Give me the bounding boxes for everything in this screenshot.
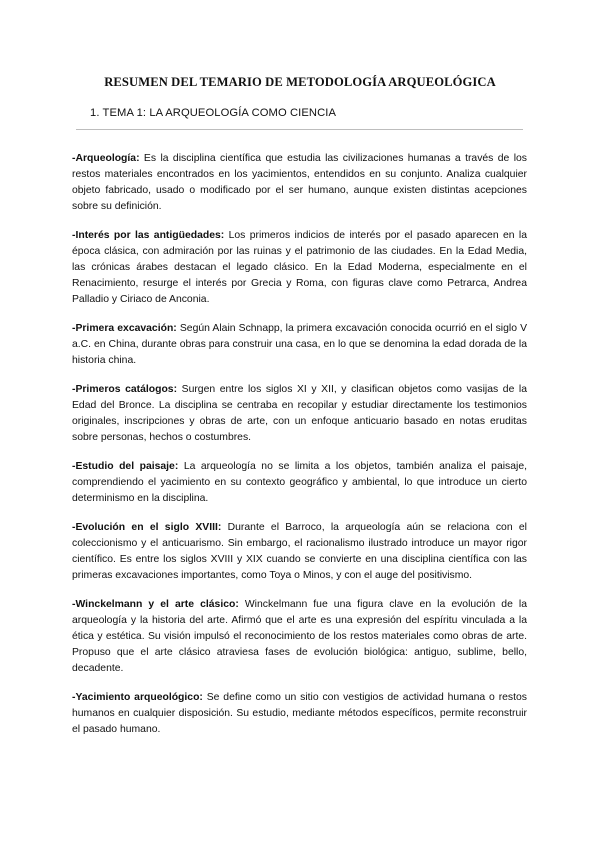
paragraph-arqueologia — [72, 151, 527, 215]
paragraph-interes-antiguedades — [72, 228, 527, 308]
paragraph-text: Los primeros indicios de interés por el pasado aparecen en la época clásica, con admiración por las ruinas y el patrimonio de las ciudades. En la Edad Media, las crónicas árabes destacan el legado clásico. En la Edad Moderna, especialmente en el Renacimiento, resurge el interés por Grecia y Roma, con figuras clave como Petrarca, Andrea Palladio y Ciriaco de Anconia. — [72, 230, 527, 305]
paragraph-term: -Winckelmann y el arte clásico: — [72, 599, 239, 611]
paragraph-estudio-paisaje — [72, 459, 527, 507]
paragraph-text: Winckelmann fue una figura clave en la evolución de la arqueología y la historia del arte. Afirmó que el arte es una expresión del espíritu vinculada a la ética y estética. Su visión impulsó el reconocimiento de los restos materiales como obras de arte. Propuso que el arte clásico atraviesa fases de evolución biológica: antiguo, sublime, bello, decadente. — [72, 599, 527, 674]
paragraph-text: Surgen entre los siglos XI y XII, y clasifican objetos como vasijas de la Edad del Bronce. La disciplina se centraba en recopilar y estudiar directamente los testimonios originales, inscripciones y obras de arte, con un enfoque anticuario basado en notas eruditas sobre personas, hechos o costumbres. — [72, 384, 528, 443]
document-body — [72, 151, 527, 751]
paragraph-primera-excavacion — [72, 321, 527, 369]
paragraph-term: -Estudio del paisaje: — [72, 461, 179, 473]
paragraph-yacimiento — [72, 690, 527, 738]
paragraph-term: -Yacimiento arqueológico: — [72, 692, 203, 704]
paragraph-term: -Arqueología: — [72, 153, 140, 164]
paragraph-term: -Interés por las antigüedades: — [72, 230, 225, 242]
horizontal-divider — [76, 129, 523, 130]
paragraph-term: -Primera excavación: — [72, 322, 177, 334]
section-heading: 1. TEMA 1: LA ARQUEOLOGÍA COMO CIENCIA — [90, 107, 337, 119]
paragraph-evolucion-siglo-xviii — [72, 520, 527, 584]
document-title: RESUMEN DEL TEMARIO DE METODOLOGÍA ARQUEOLÓGICA — [104, 75, 496, 89]
paragraph-winckelmann — [72, 597, 527, 677]
paragraph-text: La arqueología no se limita a los objetos, también analiza el paisaje, comprendiendo el yacimiento en su contexto geográfico y ambiental, lo que introduce un cierto determinismo en la disciplina. — [72, 461, 527, 504]
paragraph-primeros-catalogos — [72, 382, 527, 446]
paragraph-text: Se define como un sitio con vestigios de actividad humana o restos humanos en cualquier disposición. Su estudio, mediante métodos específicos, permite reconstruir el pasado humano. — [72, 692, 527, 735]
paragraph-text: Es la disciplina científica que estudia las civilizaciones humanas a través de los restos materiales encontrados en los yacimientos, entendidos en su conjunto. Analiza cualquier objeto fabricado, usado o modificado por el ser humano, aunque existen distintas acepciones sobre su definición. — [72, 153, 527, 212]
paragraph-text: Durante el Barroco, la arqueología aún se relaciona con el coleccionismo y el anticuarismo. Sin embargo, el racionalismo ilustrado introduce un mayor rigor científico. Es entre los siglos XVIII y XIX cuando se convierte en una disciplina científica con las primeras excavaciones importantes, como Toya o Minos, y con el auge del positivismo. — [72, 522, 527, 581]
paragraph-text: Según Alain Schnapp, la primera excavación conocida ocurrió en el siglo V a.C. en China, durante obras para construir una casa, en lo que se denomina la edad dorada de la historia china. — [72, 322, 528, 366]
paragraph-term: -Primeros catálogos: — [72, 384, 178, 396]
paragraph-term: -Evolución en el siglo XVIII: — [72, 522, 222, 534]
